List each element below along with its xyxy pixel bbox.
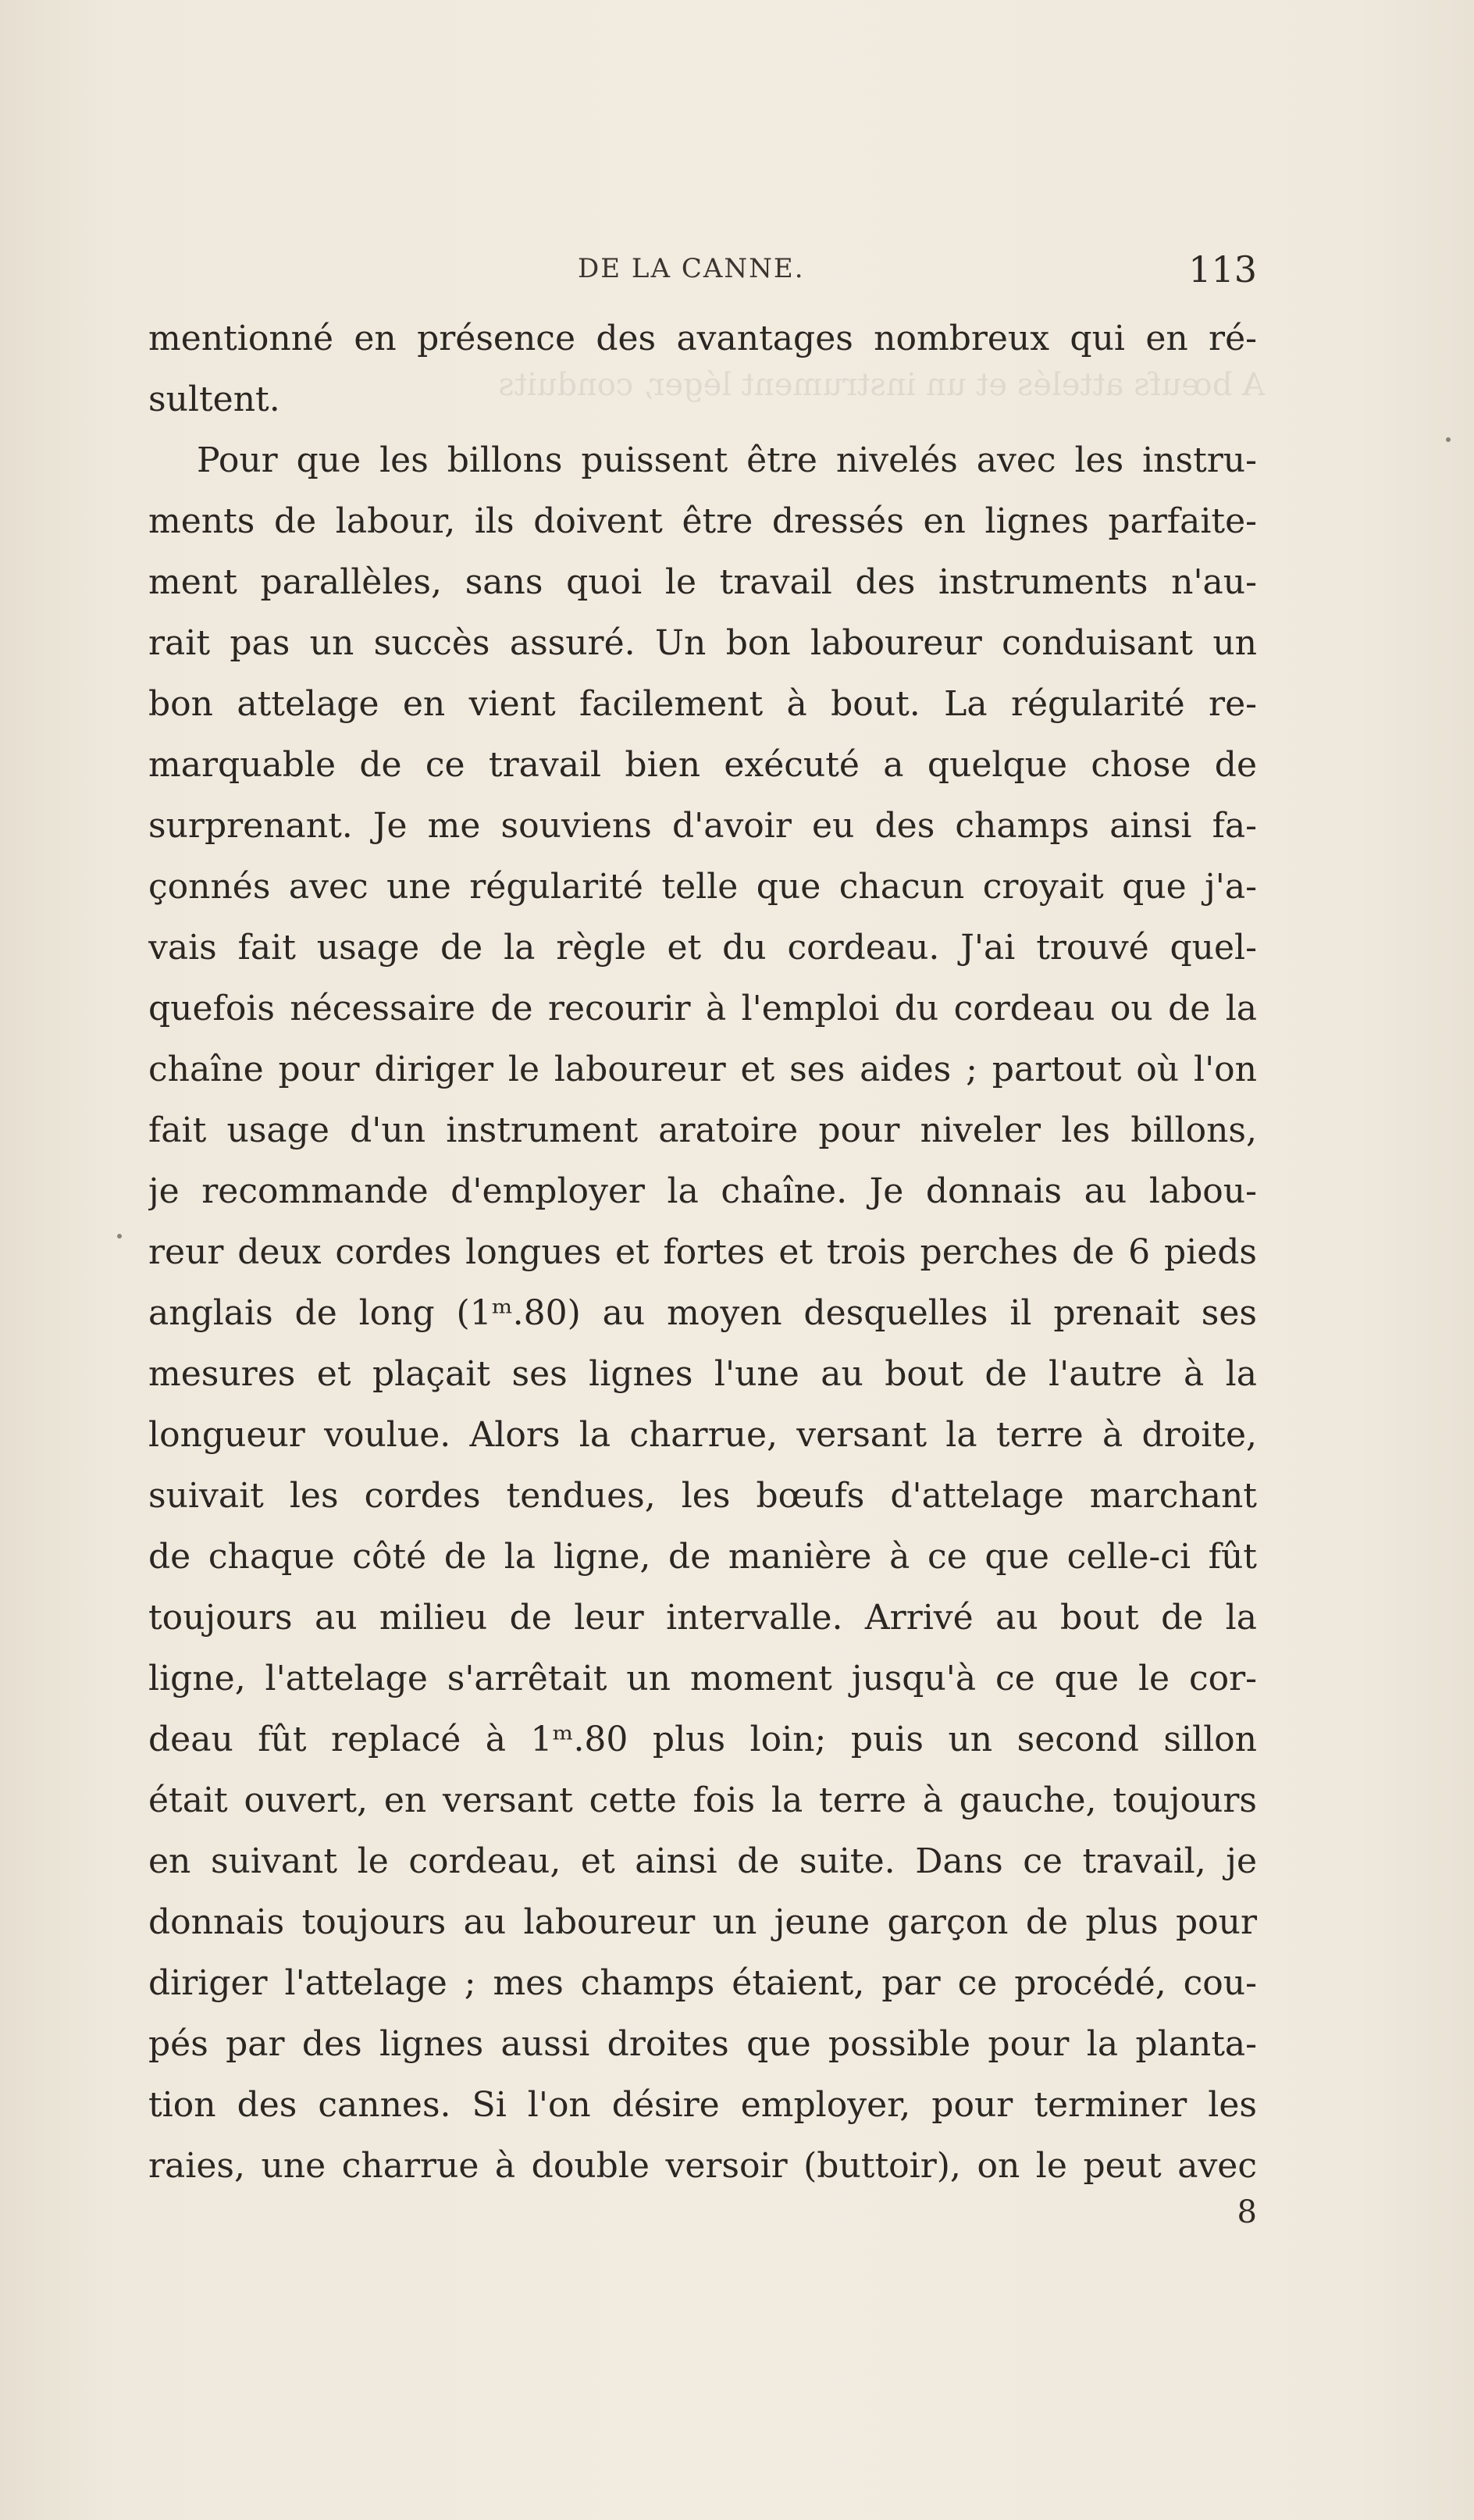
text-line: longueur voulue. Alors la charrue, versant la terre à droite, (148, 1415, 1257, 1455)
text-line: anglais de long (1ᵐ.80) au moyen desquelles il prenait ses (148, 1293, 1257, 1333)
text-line: toujours au milieu de leur intervalle. Arrivé au bout de la (148, 1598, 1257, 1638)
show-through-text: A bœufs attelés et un instrument léger, conduits (498, 367, 1265, 403)
text-line: raies, une charrue à double versoir (buttoir), on le peut avec (148, 2146, 1257, 2186)
text-line: je recommande d'employer la chaîne. Je donnais au labou- (148, 1171, 1257, 1211)
text-line: pés par des lignes aussi droites que possible pour la planta- (148, 2024, 1257, 2064)
body-text (148, 308, 1257, 2197)
text-line: mesures et plaçait ses lignes l'une au bout de l'autre à la (148, 1354, 1257, 1394)
paragraph-start-line: Pour que les billons puissent être nivelés avec les instru- (197, 440, 1257, 480)
text-line: suivait les cordes tendues, les bœufs d'attelage marchant (148, 1476, 1257, 1516)
text-line: ligne, l'attelage s'arrêtait un moment jusqu'à ce que le cor- (148, 1659, 1257, 1698)
text-line: rait pas un succès assuré. Un bon laboureur conduisant un (148, 623, 1257, 663)
text-line: de chaque côté de la ligne, de manière à ce que celle-ci fût (148, 1537, 1257, 1577)
signature-mark: 8 (1237, 2194, 1257, 2230)
text-line: mentionné en présence des avantages nombreux qui en ré- (148, 319, 1257, 358)
text-line: donnais toujours au laboureur un jeune garçon de plus pour (148, 1902, 1257, 1942)
text-line: quefois nécessaire de recourir à l'emploi du cordeau ou de la (148, 989, 1257, 1028)
text-line: sultent. (148, 380, 280, 419)
text-line: surprenant. Je me souviens d'avoir eu des champs ainsi fa- (148, 806, 1257, 846)
text-line: en suivant le cordeau, et ainsi de suite. Dans ce travail, je (148, 1841, 1257, 1881)
paper-speck (117, 1234, 122, 1239)
text-line: marquable de ce travail bien exécuté a quelque chose de (148, 745, 1257, 785)
text-line: deau fût replacé à 1ᵐ.80 plus loin; puis un second sillon (148, 1720, 1257, 1759)
text-line: ment parallèles, sans quoi le travail des instruments n'au- (148, 562, 1257, 602)
text-line: vais fait usage de la règle et du cordeau. J'ai trouvé quel- (148, 928, 1257, 968)
text-line: ments de labour, ils doivent être dressés en lignes parfaite- (148, 501, 1257, 541)
text-line: reur deux cordes longues et fortes et trois perches de 6 pieds (148, 1232, 1257, 1272)
text-line: fait usage d'un instrument aratoire pour niveler les billons, (148, 1110, 1257, 1150)
page-number: 113 (1188, 248, 1257, 290)
text-line: chaîne pour diriger le laboureur et ses aides ; partout où l'on (148, 1050, 1257, 1089)
paper-speck (1446, 437, 1451, 442)
running-head (148, 248, 1257, 295)
running-title: DE LA CANNE. (578, 253, 805, 284)
text-line: était ouvert, en versant cette fois la terre à gauche, toujours (148, 1780, 1257, 1820)
text-line: bon attelage en vient facilement à bout. La régularité re- (148, 684, 1257, 724)
text-line: tion des cannes. Si l'on désire employer, pour terminer les (148, 2085, 1257, 2125)
text-line: çonnés avec une régularité telle que chacun croyait que j'a- (148, 867, 1257, 907)
text-line: diriger l'attelage ; mes champs étaient, par ce procédé, cou- (148, 1963, 1257, 2003)
